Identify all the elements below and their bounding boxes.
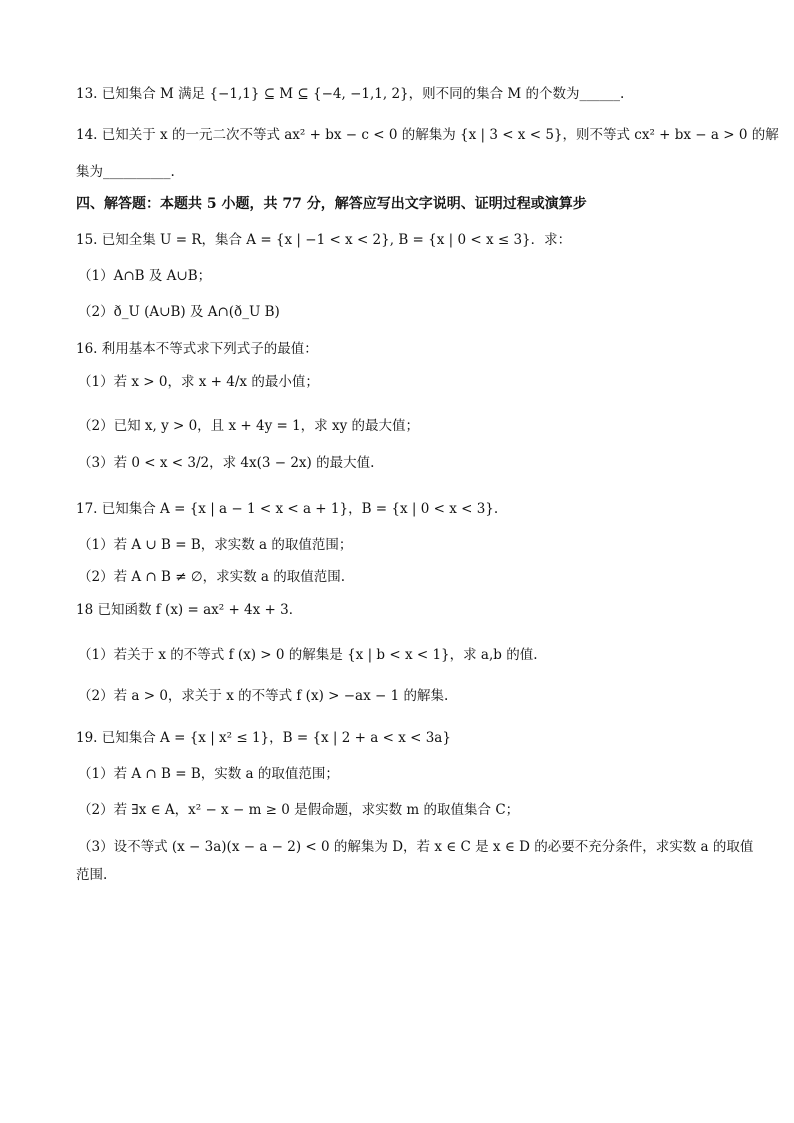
question-16-part-1: （1）若 x > 0，求 x + 4/x 的最小值； [78, 374, 319, 390]
question-14-line-2: 集为__________. [76, 164, 175, 180]
question-19-part-3-line-1: （3）设不等式 (x − 3a)(x − a − 2) < 0 的解集为 D，若 x ∈ C 是 x ∈ D 的必要不充分条件，求实数 a 的取值 [78, 839, 754, 855]
question-16: 16. 利用基本不等式求下列式子的最值： [76, 341, 318, 357]
question-17: 17. 已知集合 A = {x | a − 1 < x < a + 1}，B = {x | 0 < x < 3}. [76, 501, 499, 517]
question-17-part-2: （2）若 A ∩ B ≠ ∅，求实数 a 的取值范围. [78, 569, 346, 585]
question-16-part-3: （3）若 0 < x < 3/2，求 4x(3 − 2x) 的最大值. [78, 455, 375, 471]
question-15-part-1: （1）A∩B 及 A∪B； [78, 268, 212, 284]
question-14-line-1: 14. 已知关于 x 的一元二次不等式 ax² + bx − c < 0 的解集为 {x | 3 < x < 5}，则不等式 cx² + bx − a > 0 的解 [76, 127, 779, 143]
question-19-part-1: （1）若 A ∩ B = B，实数 a 的取值范围； [78, 766, 339, 782]
question-18-part-1: （1）若关于 x 的不等式 f (x) > 0 的解集是 {x | b < x < 1}，求 a,b 的值. [78, 647, 538, 663]
question-19-part-3-line-2: 范围. [76, 867, 108, 883]
question-17-part-1: （1）若 A ∪ B = B，求实数 a 的取值范围； [78, 537, 353, 553]
question-16-part-2: （2）已知 x, y > 0，且 x + 4y = 1，求 xy 的最大值； [78, 418, 420, 434]
question-19-part-2: （2）若 ∃x ∈ A，x² − x − m ≥ 0 是假命题，求实数 m 的取值集合 C； [78, 802, 520, 818]
question-18: 18 已知函数 f (x) = ax² + 4x + 3． [76, 602, 303, 618]
section-heading: 四、解答题：本题共 5 小题，共 77 分，解答应写出文字说明、证明过程或演算步 [76, 196, 587, 212]
question-18-part-2: （2）若 a > 0，求关于 x 的不等式 f (x) > −ax − 1 的解集. [78, 688, 449, 704]
question-13: 13. 已知集合 M 满足 {−1,1} ⊆ M ⊆ {−4, −1,1, 2}，则不同的集合 M 的个数为______. [76, 86, 625, 102]
question-15: 15. 已知全集 U = R，集合 A = {x | −1 < x < 2}, B = {x | 0 < x ≤ 3}．求： [76, 232, 572, 248]
question-15-part-2: （2）ð_U (A∪B) 及 A∩(ð_U B) [78, 304, 280, 320]
question-19: 19. 已知集合 A = {x | x² ≤ 1}，B = {x | 2 + a < x < 3a} [76, 730, 451, 746]
